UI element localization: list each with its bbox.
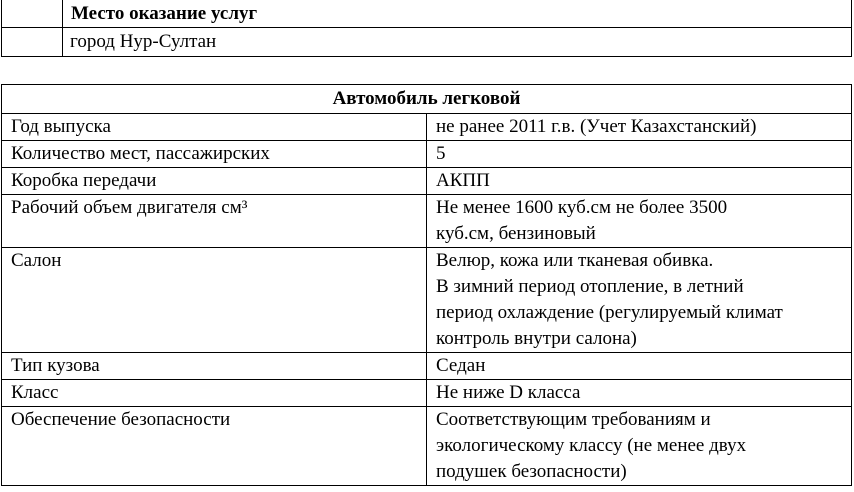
car-spec-title: Автомобиль легковой <box>2 85 852 114</box>
spec-value-line: 5 <box>436 143 446 164</box>
spec-label: Рабочий объем двигателя см³ <box>2 195 427 248</box>
spec-label: Класс <box>2 380 427 407</box>
service-place-table <box>1 0 852 57</box>
spec-row-engine <box>2 195 852 248</box>
spec-label: Коробка передачи <box>2 168 427 195</box>
spec-value <box>427 168 852 195</box>
spec-value <box>427 380 852 407</box>
spec-value <box>427 248 852 353</box>
spec-value-line: Не ниже D класса <box>436 382 581 403</box>
row-number-cell <box>2 0 63 28</box>
service-place-value-row <box>2 28 852 57</box>
spec-label: Салон <box>2 248 427 353</box>
spec-row-class <box>2 380 852 407</box>
spec-value <box>427 195 852 248</box>
spec-value-line: экологическому классу (не менее двух <box>436 435 747 456</box>
spec-value <box>427 114 852 141</box>
spec-value-line: Седан <box>436 355 486 376</box>
spec-label: Год выпуска <box>2 114 427 141</box>
service-place-value: город Нур-Султан <box>63 28 852 57</box>
spec-row-safety <box>2 407 852 486</box>
spec-label: Обеспечение безопасности <box>2 407 427 486</box>
spec-value-line: Не менее 1600 куб.см не более 3500 <box>436 197 728 218</box>
spec-row-year <box>2 114 852 141</box>
spec-value-line: не ранее 2011 г.в. (Учет Казахстанский) <box>436 116 757 137</box>
spec-label: Тип кузова <box>2 353 427 380</box>
spec-label: Количество мест, пассажирских <box>2 141 427 168</box>
spec-value-line: куб.см, бензиновый <box>436 223 596 244</box>
spec-value <box>427 353 852 380</box>
spec-value-line: подушек безопасности) <box>436 461 627 482</box>
spec-value-line: АКПП <box>436 170 490 191</box>
spec-value-line: период охлаждение (регулируемый климат <box>436 302 783 323</box>
car-spec-table <box>1 84 852 486</box>
spec-row-gearbox <box>2 168 852 195</box>
car-spec-title-row <box>2 85 852 114</box>
spec-row-seats <box>2 141 852 168</box>
spec-value <box>427 407 852 486</box>
spec-value-line: Соответствующим требованиям и <box>436 409 711 430</box>
service-place-header-row <box>2 0 852 28</box>
spec-value <box>427 141 852 168</box>
spec-value-line: В зимний период отопление, в летний <box>436 276 744 297</box>
spec-value-line: Велюр, кожа или тканевая обивка. <box>436 250 714 271</box>
spec-row-body-type <box>2 353 852 380</box>
service-place-header: Место оказание услуг <box>63 0 852 28</box>
row-number-cell <box>2 28 63 57</box>
spec-row-interior <box>2 248 852 353</box>
spec-value-line: контроль внутри салона) <box>436 328 637 349</box>
